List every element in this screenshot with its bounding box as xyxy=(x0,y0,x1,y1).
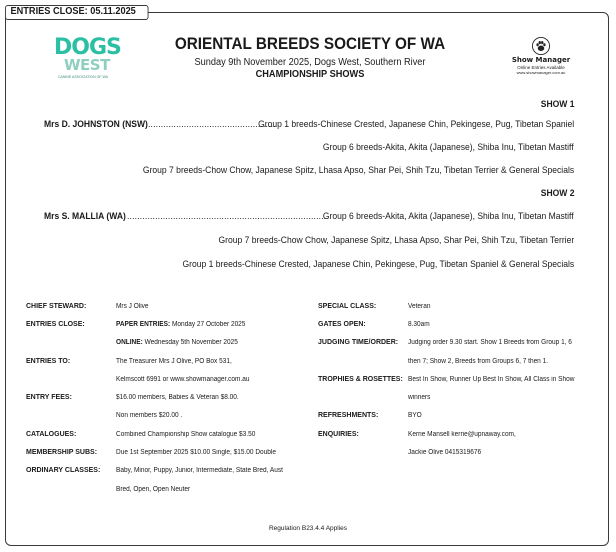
regulation-footer: Regulation B23.4.4 Applies xyxy=(268,525,348,532)
show-manager-name: Show Manager xyxy=(511,56,571,64)
show2-line1: Group 6 breeds-Akita, Akita (Japanese), Shiba Inu, Tibetan Mastiff xyxy=(323,211,574,222)
catalogues-label: CATALOGUES: xyxy=(26,431,77,438)
show2-line2: Group 7 breeds-Chow Chow, Japanese Spitz, Lhasa Apso, Shar Pei, Shih Tzu, Tibetan Terrier xyxy=(218,235,574,246)
catalogues-value: Combined Championship Show catalogue $3.50 xyxy=(116,431,256,438)
logo-west-text: WEST xyxy=(64,56,110,74)
logo-sub-text: CANINE ASSOCIATION OF WA xyxy=(58,75,108,79)
entry-fees-label: ENTRY FEES: xyxy=(26,394,72,401)
paper-entries-label: PAPER ENTRIES: xyxy=(116,321,171,328)
entries-to-line2: Kelmscott 6991 or www.showmanager.com.au xyxy=(116,376,250,383)
judging-line1: Judging order 9.30 start. Show 1 Breeds from Group 1, 6 xyxy=(408,339,572,346)
online-entries-label: ONLINE: xyxy=(116,339,143,346)
show1-leader-dots: .................................................. xyxy=(148,119,276,130)
page-title: ORIENTAL BREEDS SOCIETY OF WA xyxy=(174,34,446,53)
chief-steward-label: CHIEF STEWARD: xyxy=(26,303,87,310)
date-venue: Sunday 9th November 2025, Dogs West, Southern River xyxy=(194,57,426,68)
refreshments-value: BYO xyxy=(408,412,422,419)
gates-open-value: 8.30am xyxy=(408,321,430,328)
ordinary-classes-line2: Bred, Open, Open Neuter xyxy=(116,486,191,493)
show-type: CHAMPIONSHIP SHOWS xyxy=(255,69,365,80)
show2-judge: Mrs S. MALLIA (WA) xyxy=(44,211,126,222)
show2-line3: Group 1 breeds-Chinese Crested, Japanese Chin, Pekingese, Pug, Tibetan Spaniel & General Specials xyxy=(182,259,574,270)
enquiries-line1: Kerrie Mansell kerrie@upnaway.com, xyxy=(408,431,516,438)
refreshments-label: REFRESHMENTS: xyxy=(318,412,379,419)
ordinary-classes-label: ORDINARY CLASSES: xyxy=(26,467,101,474)
judging-line2: then 7; Show 2, Breeds from Groups 6, 7 then 1. xyxy=(408,358,549,365)
paper-entries-value xyxy=(116,320,245,329)
special-class-label: SPECIAL CLASS: xyxy=(318,303,377,310)
judging-label: JUDGING TIME/ORDER: xyxy=(318,339,399,346)
logo-dogs-text: DOGS xyxy=(54,35,121,60)
membership-value: Due 1st September 2025 $10.00 Single, $15.00 Double xyxy=(116,449,276,456)
entries-to-label: ENTRIES TO: xyxy=(26,358,71,365)
online-entries-date: Wednesday 5th November 2025 xyxy=(144,339,238,346)
show1-line3: Group 7 breeds-Chow Chow, Japanese Spitz, Lhasa Apso, Shar Pei, Shih Tzu, Tibetan Terrier & General Specials xyxy=(142,165,574,176)
enquiries-label: ENQUIRIES: xyxy=(318,431,359,438)
trophies-line1: Best In Show, Runner Up Best In Show, All Class in Show xyxy=(408,376,575,383)
show1-judge: Mrs D. JOHNSTON (NSW) xyxy=(44,119,148,130)
trophies-line2: winners xyxy=(408,394,431,401)
dogs-west-logo xyxy=(50,37,130,83)
entries-to-line1: The Treasurer Mrs J Olive, PO Box 531, xyxy=(116,358,232,365)
show-manager-tagline: Online Entries Available xyxy=(517,65,565,70)
special-class-value: Veteran xyxy=(408,303,431,310)
trophies-label: TROPHIES & ROSETTES: xyxy=(318,376,403,383)
chief-steward-value: Mrs J Olive xyxy=(116,303,149,310)
show-manager-logo xyxy=(505,37,577,85)
membership-label: MEMBERSHIP SUBS: xyxy=(26,449,98,456)
entries-close-tab: ENTRIES CLOSE: 05.11.2025 xyxy=(5,5,149,20)
show1-label: SHOW 1 xyxy=(540,99,574,110)
gates-open-label: GATES OPEN: xyxy=(318,321,366,328)
entry-fees-line2: Non members $20.00 . xyxy=(116,412,183,419)
show2-leader-dots: .............................................................................. xyxy=(127,211,327,222)
ordinary-classes-line1: Baby, Minor, Puppy, Junior, Intermediate, State Bred, Aust xyxy=(116,467,283,474)
show-manager-url: www.showmanager.com.au xyxy=(516,70,566,75)
enquiries-line2: Jackie Olive 0415319676 xyxy=(408,449,482,456)
show1-line2: Group 6 breeds-Akita, Akita (Japanese), Shiba Inu, Tibetan Mastiff xyxy=(323,142,574,153)
entry-fees-line1: $16.00 members, Babies & Veteran $8.00. xyxy=(116,394,239,401)
show2-label: SHOW 2 xyxy=(540,188,574,199)
paw-icon xyxy=(532,37,550,55)
paper-entries-date: Monday 27 October 2025 xyxy=(171,321,246,328)
show1-line1: Group 1 breeds-Chinese Crested, Japanese Chin, Pekingese, Pug, Tibetan Spaniel xyxy=(257,119,574,130)
entries-close-label: ENTRIES CLOSE: xyxy=(26,321,85,328)
online-entries-value xyxy=(116,338,238,347)
